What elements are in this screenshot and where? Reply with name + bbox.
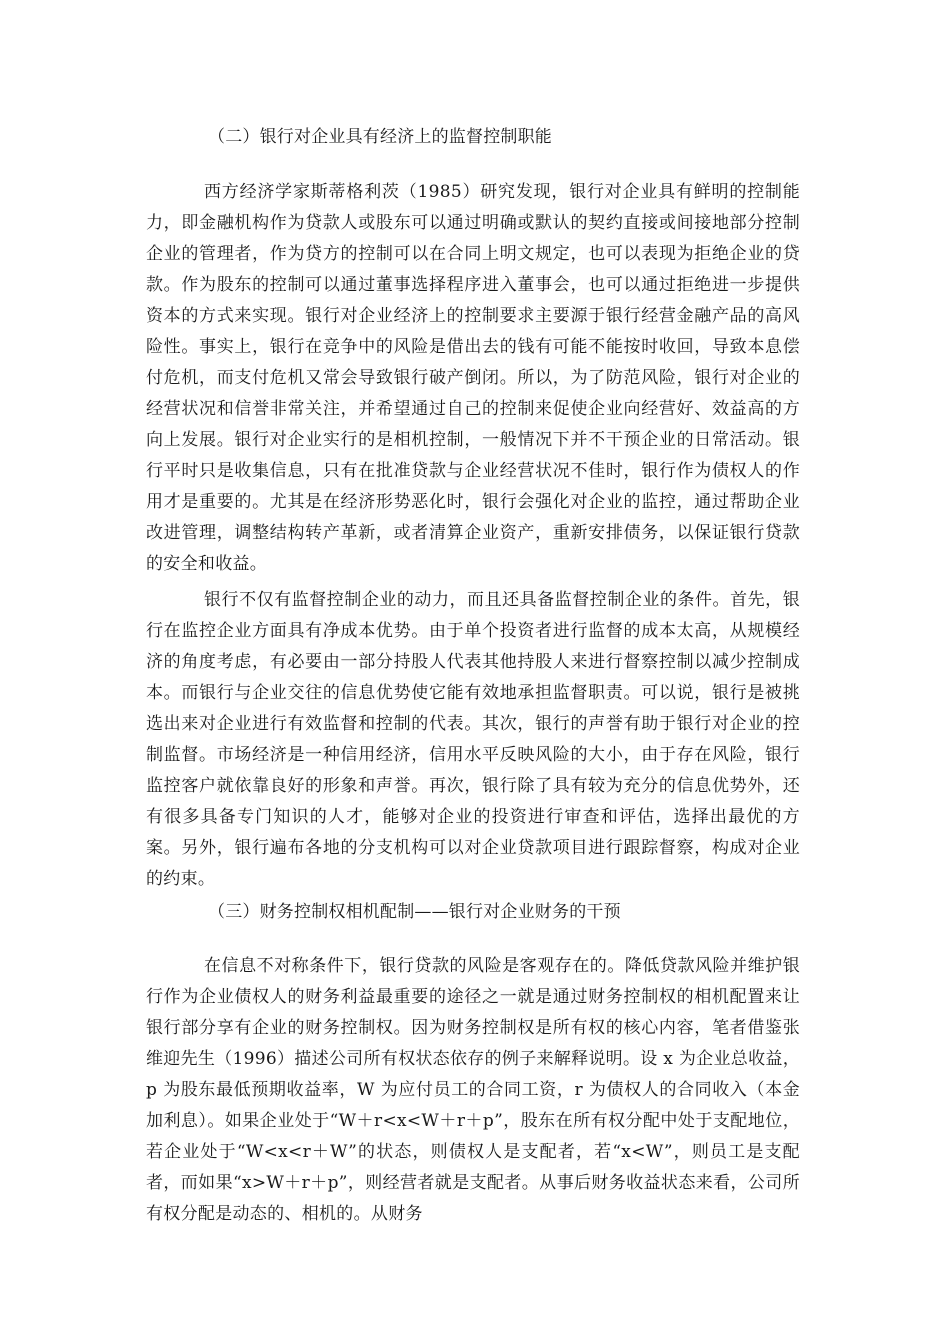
section-heading-2: （二）银行对企业具有经济上的监督控制职能 xyxy=(208,127,552,147)
paragraph-1: 西方经济学家斯蒂格利茨（1985）研究发现，银行对企业具有鲜明的控制能力，即金融机构作为贷款人或股东可以通过明确或默认的契约直接或间接地部分控制企业的管理者，作为贷方的控制可以在合同上明文规定，也可以表现为拒绝企业的贷款。作为股东的控制可以通过董事选择程序进入董事会，也可以通过拒绝进一步提供资本的方式来实现。银行对企业经济上的控制要求主要源于银行经营金融产品的高风险性。事实上，银行在竞争中的风险是借出去的钱有可能不能按时收回，导致本息偿付危机，而支付危机又常会导致银行破产倒闭。所以，为了防范风险，银行对企业的经营状况和信誉非常关注，并希望通过自己的控制来促使企业向经营好、效益高的方向上发展。银行对企业实行的是相机控制，一般情况下并不干预企业的日常活动。银行平时只是收集信息，只有在批准贷款与企业经营状况不佳时，银行作为债权人的作用才是重要的。尤其是在经济形势恶化时，银行会强化对企业的监控，通过帮助企业改进管理，调整结构转产革新，或者清算企业资产，重新安排债务，以保证银行贷款的安全和收益。 xyxy=(146,182,800,574)
paragraph-2: 银行不仅有监督控制企业的动力，而且还具备监督控制企业的条件。首先，银行在监控企业方面具有净成本优势。由于单个投资者进行监督的成本太高，从规模经济的角度考虑，有必要由一部分持股人代表其他持股人来进行督察控制以减少控制成本。而银行与企业交往的信息优势使它能有效地承担监督职责。可以说，银行是被挑选出来对企业进行有效监督和控制的代表。其次，银行的声誉有助于银行对企业的控制监督。市场经济是一种信用经济，信用水平反映风险的大小，由于存在风险，银行监控客户就依靠良好的形象和声誉。再次，银行除了具有较为充分的信息优势外，还有很多具备专门知识的人才，能够对企业的投资进行审查和评估，选择出最优的方案。另外，银行遍布各地的分支机构可以对企业贷款项目进行跟踪督察，构成对企业的约束。 xyxy=(146,590,800,889)
paragraph-3: 在信息不对称条件下，银行贷款的风险是客观存在的。降低贷款风险并维护银行作为企业债权人的财务利益最重要的途径之一就是通过财务控制权的相机配置来让银行部分享有企业的财务控制权。因为财务控制权是所有权的核心内容，笔者借鉴张维迎先生（1996）描述公司所有权状态依存的例子来解释说明。设 x 为企业总收益，p 为股东最低预期收益率，W 为应付员工的合同工资，r 为债权人的合同收入（本金加利息）。如果企业处于“W＋r<x<W＋r＋p”，股东在所有权分配中处于支配地位，若企业处于“W<x<r＋W”的状态，则债权人是支配者，若“x<W”，则员工是支配者，而如果“x>W＋r＋p”，则经营者就是支配者。从事后财务收益状态来看，公司所有权分配是动态的、相机的。从财务 xyxy=(146,956,800,1224)
section-heading-3: （三）财务控制权相机配制——银行对企业财务的干预 xyxy=(208,902,621,922)
